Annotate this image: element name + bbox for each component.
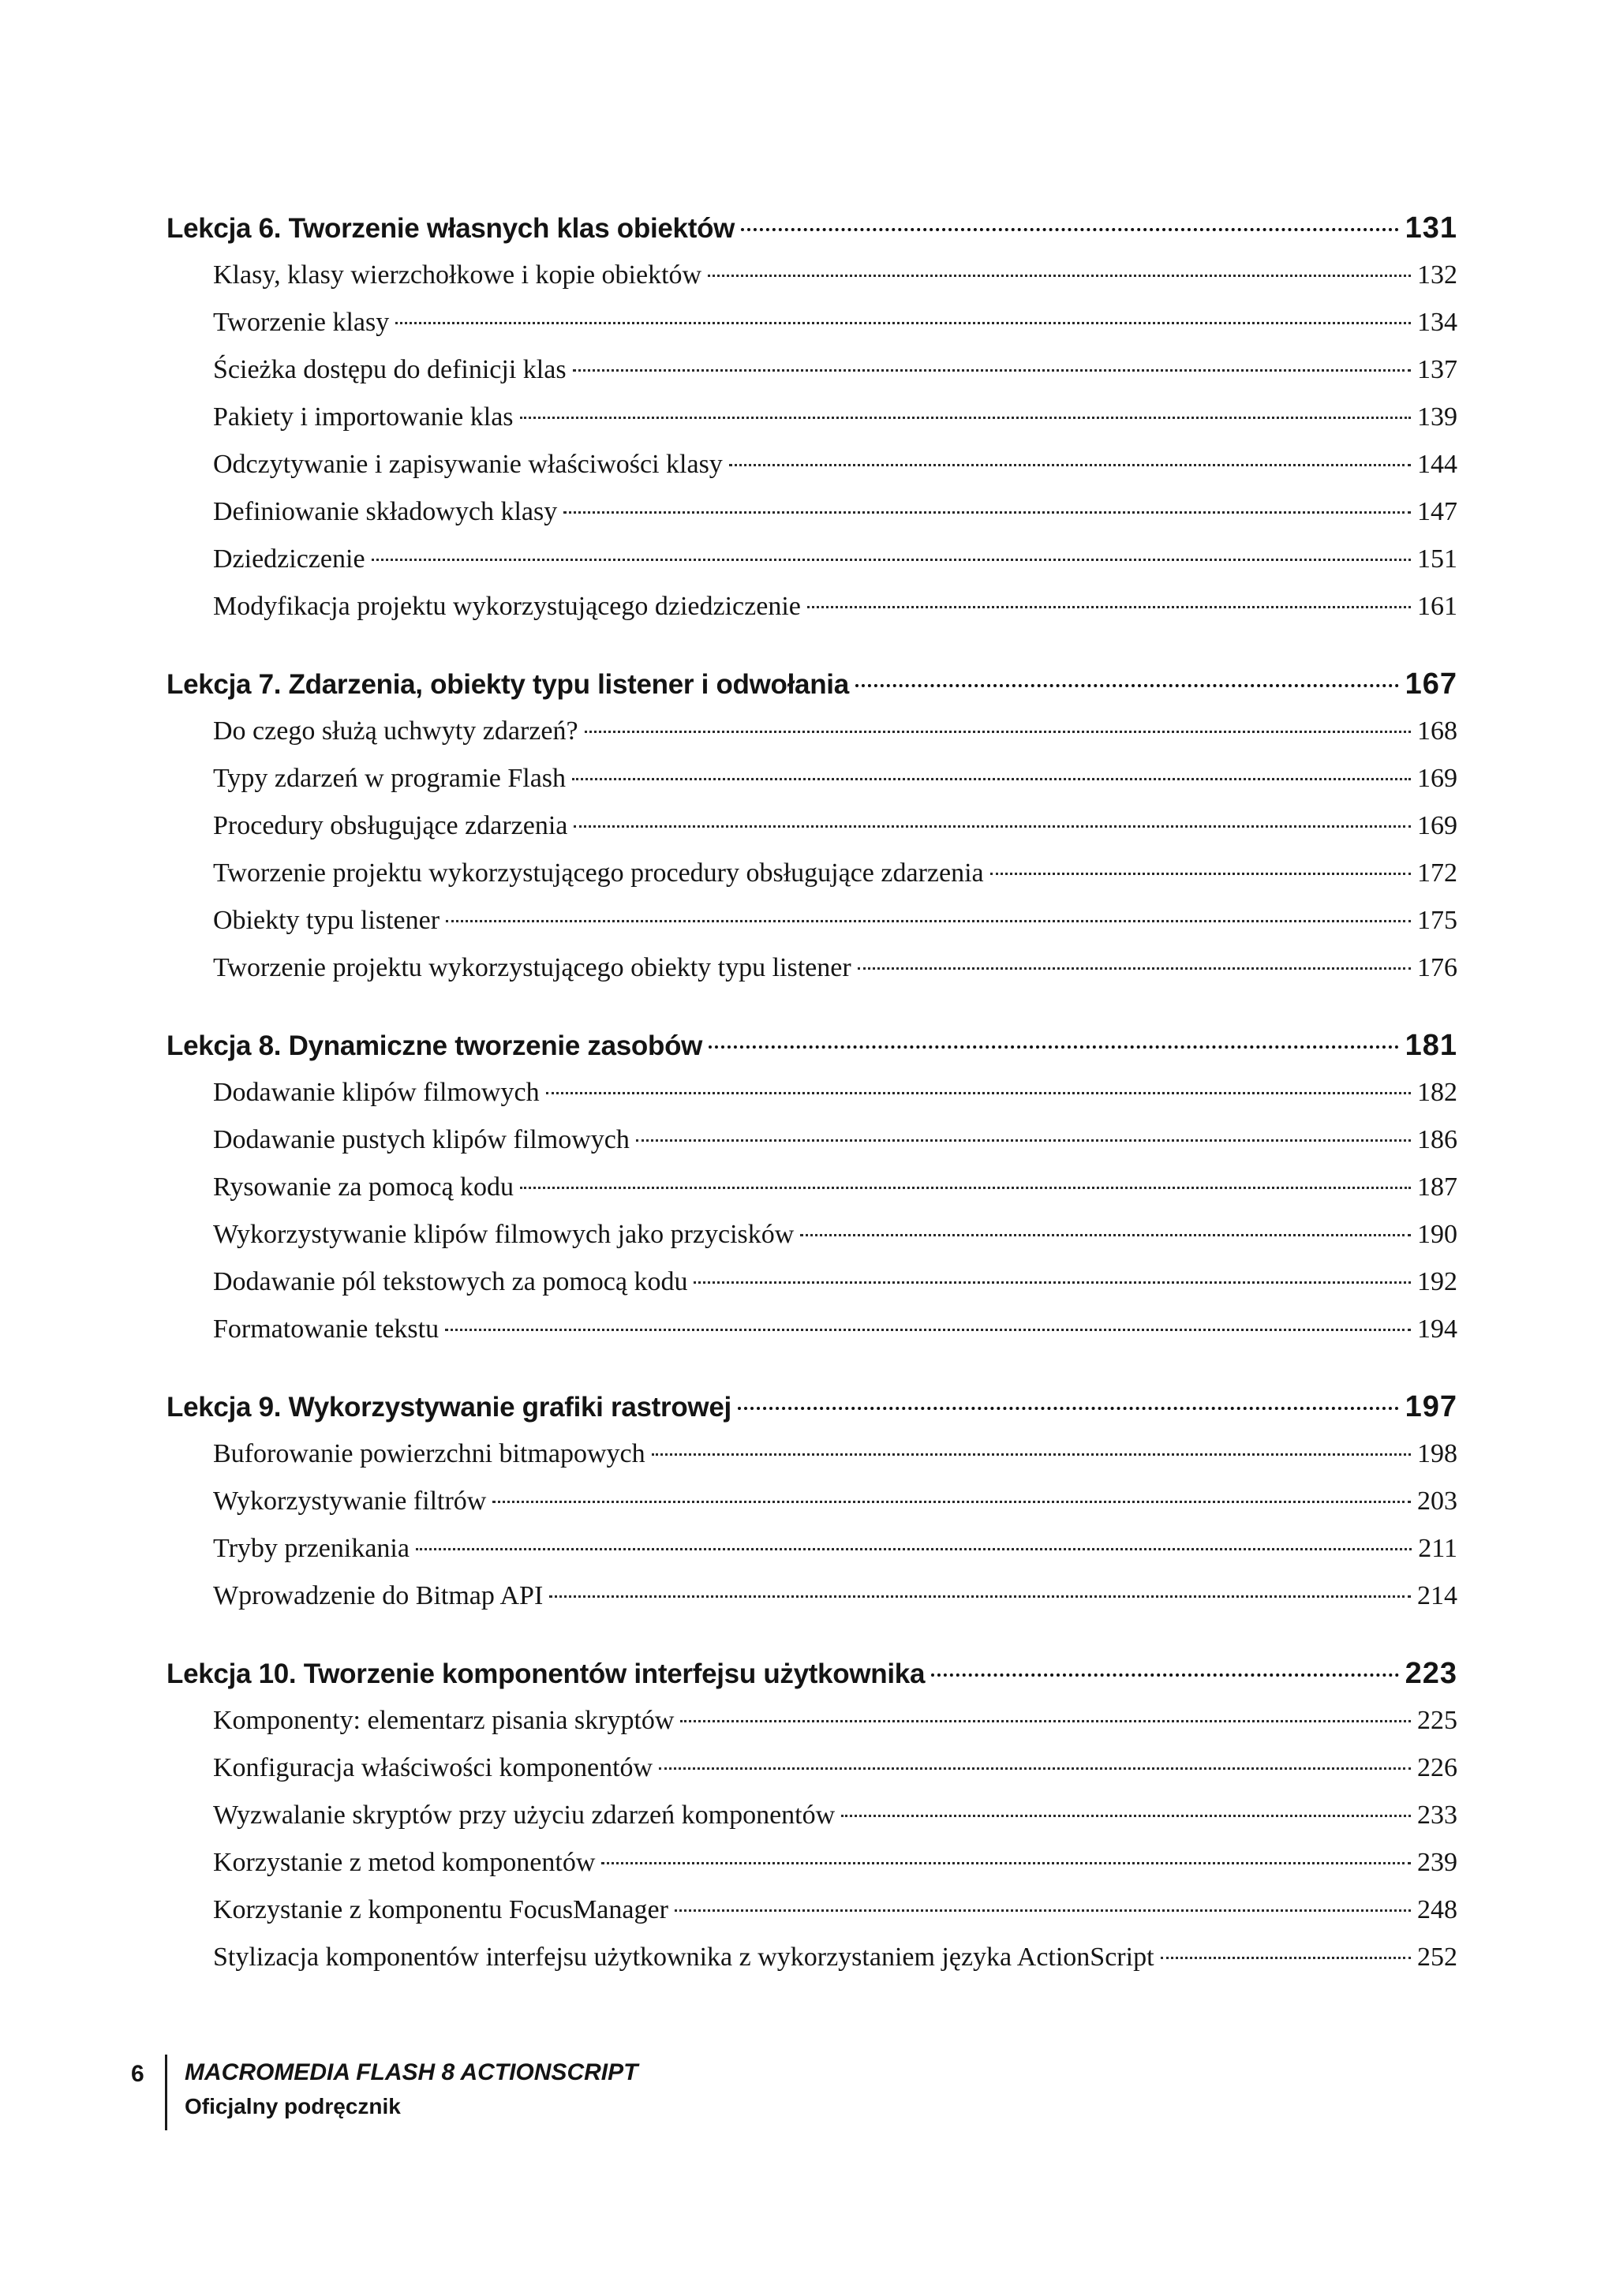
toc-section-title: Typy zdarzeń w programie Flash (213, 764, 567, 793)
toc-dot-leader (659, 1767, 1411, 1770)
toc-dot-leader (636, 1139, 1411, 1142)
toc-dot-leader (680, 1720, 1411, 1722)
toc-lesson-title: Lekcja 7. Zdarzenia, obiekty typu listener i odwołania (166, 669, 849, 700)
toc-section-title: Konfiguracja właściwości komponentów (213, 1753, 653, 1782)
toc-dot-leader (741, 228, 1399, 231)
toc-lesson (166, 1657, 1457, 1990)
toc-lesson (166, 211, 1457, 639)
toc-section-entry[interactable] (166, 953, 1457, 1000)
toc-section-page: 137 (1417, 355, 1457, 384)
toc-section-title: Wyzwalanie skryptów przy użyciu zdarzeń komponentów (213, 1801, 836, 1830)
toc-section-page: 190 (1417, 1220, 1457, 1249)
toc-lesson (166, 667, 1457, 1000)
toc-section-title: Pakiety i importowanie klas (213, 402, 514, 432)
toc-section-page: 198 (1417, 1439, 1457, 1468)
toc-dot-leader (573, 369, 1411, 372)
footer-divider (165, 2055, 167, 2130)
toc-section-entry[interactable] (166, 858, 1457, 906)
toc-section-title: Procedury obsługujące zdarzenia (213, 811, 568, 840)
toc-lesson-heading[interactable] (166, 1029, 1457, 1078)
toc-dot-leader (520, 417, 1411, 419)
toc-section-page: 211 (1418, 1534, 1457, 1563)
page-number: 6 (131, 2061, 144, 2087)
toc-section-page: 192 (1417, 1267, 1457, 1296)
toc-section-page: 225 (1417, 1706, 1457, 1735)
toc-dot-leader (574, 825, 1411, 828)
toc-section-title: Tryby przenikania (213, 1534, 410, 1563)
toc-dot-leader (694, 1281, 1411, 1284)
toc-section-title: Tworzenie projektu wykorzystującego obiekty typu listener (213, 953, 851, 982)
toc-dot-leader (395, 322, 1411, 324)
toc-lesson-heading[interactable] (166, 1657, 1457, 1706)
toc-section-entry[interactable] (166, 1314, 1457, 1362)
toc-lesson-page: 167 (1405, 667, 1457, 701)
toc-section-page: 144 (1417, 450, 1457, 479)
toc-section-entry[interactable] (166, 592, 1457, 639)
toc-section-page: 226 (1417, 1753, 1457, 1782)
toc-dot-leader (445, 1329, 1411, 1331)
toc-section-page: 134 (1417, 308, 1457, 337)
toc-section-title: Ścieżka dostępu do definicji klas (213, 355, 567, 384)
toc-dot-leader (372, 559, 1411, 561)
toc-section-entry[interactable] (166, 1220, 1457, 1267)
toc-lesson-page: 197 (1405, 1390, 1457, 1423)
toc-dot-leader (990, 873, 1411, 875)
toc-section-entry[interactable] (166, 1706, 1457, 1753)
toc-section-title: Wykorzystywanie filtrów (213, 1486, 487, 1516)
toc-lesson-page: 181 (1405, 1029, 1457, 1062)
toc-dot-leader (563, 511, 1411, 514)
toc-lesson-title: Lekcja 8. Dynamiczne tworzenie zasobów (166, 1030, 703, 1061)
toc-dot-leader (708, 275, 1411, 277)
toc-lesson-heading[interactable] (166, 667, 1457, 716)
toc-dot-leader (572, 778, 1411, 780)
table-of-contents (166, 211, 1457, 2018)
toc-section-title: Dziedziczenie (213, 544, 365, 574)
toc-section-title: Korzystanie z metod komponentów (213, 1848, 596, 1877)
toc-section-title: Buforowanie powierzchni bitmapowych (213, 1439, 645, 1468)
toc-section-entry[interactable] (166, 906, 1457, 953)
toc-section-title: Definiowanie składowych klasy (213, 497, 558, 526)
toc-section-entry[interactable] (166, 1581, 1457, 1629)
toc-dot-leader (601, 1862, 1411, 1864)
toc-section-entry[interactable] (166, 497, 1457, 544)
toc-dot-leader (729, 464, 1411, 466)
book-subtitle: Oficjalny podręcznik (185, 2094, 401, 2118)
toc-section-title: Obiekty typu listener (213, 906, 440, 935)
toc-section-title: Stylizacja komponentów interfejsu użytkownika z wykorzystaniem języka ActionScript (213, 1943, 1154, 1972)
toc-lesson-heading[interactable] (166, 1390, 1457, 1439)
toc-dot-leader (546, 1092, 1411, 1094)
toc-section-page: 203 (1417, 1486, 1457, 1516)
book-title: MACROMEDIA FLASH 8 ACTIONSCRIPT (185, 2059, 638, 2085)
toc-section-page: 172 (1417, 858, 1457, 888)
toc-section-page: 233 (1417, 1801, 1457, 1830)
toc-section-page: 187 (1417, 1172, 1457, 1202)
toc-lesson-page: 223 (1405, 1657, 1457, 1690)
toc-section-entry[interactable] (166, 1267, 1457, 1314)
toc-section-page: 239 (1417, 1848, 1457, 1877)
toc-dot-leader (858, 967, 1411, 970)
toc-section-title: Klasy, klasy wierzchołkowe i kopie obiektów (213, 260, 702, 290)
toc-lesson-title: Lekcja 6. Tworzenie własnych klas obiektów (166, 213, 735, 244)
toc-section-title: Odczytywanie i zapisywanie właściwości klasy (213, 450, 723, 479)
toc-dot-leader (520, 1187, 1411, 1189)
toc-section-entry[interactable] (166, 308, 1457, 355)
toc-section-title: Rysowanie za pomocą kodu (213, 1172, 514, 1202)
toc-section-entry[interactable] (166, 1801, 1457, 1848)
toc-section-entry[interactable] (166, 764, 1457, 811)
toc-section-page: 175 (1417, 906, 1457, 935)
toc-section-page: 132 (1417, 260, 1457, 290)
toc-dot-leader (800, 1234, 1411, 1236)
toc-lesson (166, 1029, 1457, 1362)
toc-section-entry[interactable] (166, 260, 1457, 308)
toc-dot-leader (931, 1673, 1398, 1677)
toc-section-entry[interactable] (166, 1486, 1457, 1534)
toc-section-title: Komponenty: elementarz pisania skryptów (213, 1706, 675, 1735)
toc-section-entry[interactable] (166, 716, 1457, 764)
toc-section-entry[interactable] (166, 1534, 1457, 1581)
toc-section-entry[interactable] (166, 544, 1457, 592)
toc-lesson (166, 1390, 1457, 1629)
toc-section-entry[interactable] (166, 811, 1457, 858)
toc-lesson-heading[interactable] (166, 211, 1457, 260)
toc-section-entry[interactable] (166, 355, 1457, 402)
toc-dot-leader (549, 1595, 1411, 1598)
toc-dot-leader (738, 1407, 1399, 1410)
toc-lesson-title: Lekcja 10. Tworzenie komponentów interfejsu użytkownika (166, 1658, 926, 1689)
toc-section-page: 214 (1417, 1581, 1457, 1610)
toc-section-title: Modyfikacja projektu wykorzystującego dziedziczenie (213, 592, 801, 621)
toc-section-title: Korzystanie z komponentu FocusManager (213, 1895, 668, 1924)
toc-dot-leader (1161, 1957, 1411, 1959)
toc-section-page: 161 (1417, 592, 1457, 621)
toc-dot-leader (855, 684, 1399, 687)
toc-section-entry[interactable] (166, 1848, 1457, 1895)
toc-dot-leader (492, 1501, 1411, 1503)
toc-dot-leader (841, 1815, 1411, 1817)
toc-section-title: Do czego służą uchwyty zdarzeń? (213, 716, 578, 746)
toc-section-title: Wykorzystywanie klipów filmowych jako przycisków (213, 1220, 795, 1249)
toc-section-entry[interactable] (166, 1125, 1457, 1172)
toc-dot-leader (585, 731, 1411, 733)
toc-section-title: Dodawanie klipów filmowych (213, 1078, 540, 1107)
toc-section-page: 147 (1417, 497, 1457, 526)
toc-section-page: 139 (1417, 402, 1457, 432)
toc-section-entry[interactable] (166, 1078, 1457, 1125)
toc-section-title: Tworzenie projektu wykorzystującego procedury obsługujące zdarzenia (213, 858, 984, 888)
toc-lesson-title: Lekcja 9. Wykorzystywanie grafiki rastrowej (166, 1392, 731, 1423)
toc-section-page: 252 (1417, 1943, 1457, 1972)
toc-dot-leader (446, 920, 1411, 922)
toc-section-page: 182 (1417, 1078, 1457, 1107)
toc-section-page: 194 (1417, 1314, 1457, 1344)
toc-dot-leader (652, 1453, 1411, 1456)
toc-section-page: 186 (1417, 1125, 1457, 1154)
toc-section-title: Dodawanie pustych klipów filmowych (213, 1125, 630, 1154)
toc-section-entry[interactable] (166, 402, 1457, 450)
toc-dot-leader (416, 1548, 1412, 1550)
toc-section-entry[interactable] (166, 1895, 1457, 1943)
toc-section-page: 169 (1417, 811, 1457, 840)
toc-section-page: 248 (1417, 1895, 1457, 1924)
toc-section-entry[interactable] (166, 1753, 1457, 1801)
toc-dot-leader (807, 606, 1411, 608)
toc-section-page: 168 (1417, 716, 1457, 746)
toc-section-title: Wprowadzenie do Bitmap API (213, 1581, 544, 1610)
toc-section-title: Tworzenie klasy (213, 308, 390, 337)
toc-section-title: Formatowanie tekstu (213, 1314, 440, 1344)
toc-dot-leader (675, 1909, 1411, 1912)
toc-section-entry[interactable] (166, 1172, 1457, 1220)
toc-dot-leader (709, 1045, 1398, 1049)
toc-section-page: 176 (1417, 953, 1457, 982)
toc-section-page: 151 (1417, 544, 1457, 574)
toc-section-entry[interactable] (166, 450, 1457, 497)
toc-section-entry[interactable] (166, 1943, 1457, 1990)
toc-section-entry[interactable] (166, 1439, 1457, 1486)
toc-section-page: 169 (1417, 764, 1457, 793)
toc-section-title: Dodawanie pól tekstowych za pomocą kodu (213, 1267, 688, 1296)
toc-lesson-page: 131 (1405, 211, 1457, 245)
